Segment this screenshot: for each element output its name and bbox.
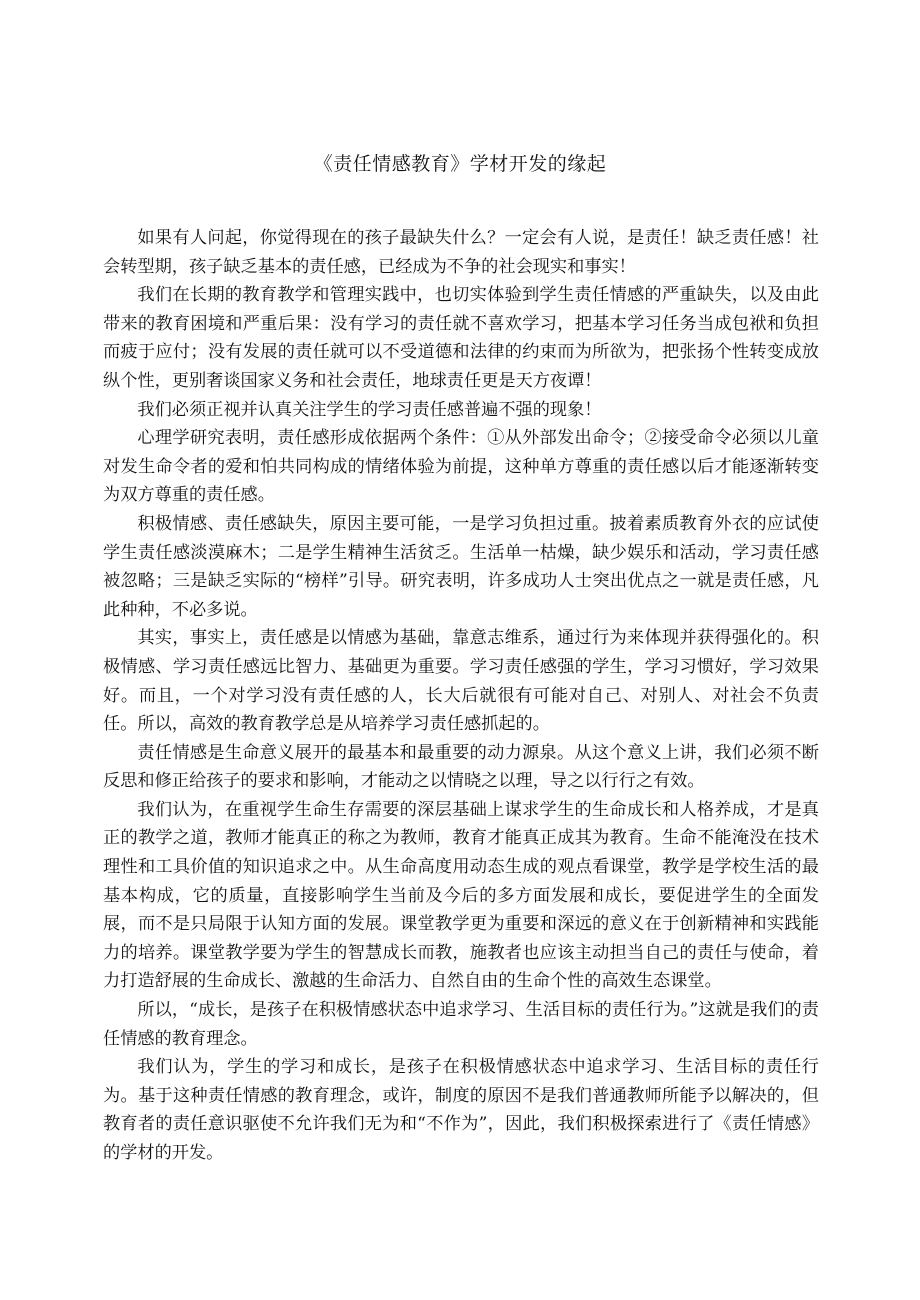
paragraph-2: 我们在长期的教育教学和管理实践中，也切实体验到学生责任情感的严重缺失，以及由此带来的教育困境和严重后果：没有学习的责任就不喜欢学习，把基本学习任务当成包袱和负担而疲于应付；没有发展的责任就可以不受道德和法律的约束而为所欲为，把张扬个性转变成放纵个性，更别奢谈国家义务和社会责任，地球责任更是天方夜谭！ bbox=[103, 285, 819, 391]
paragraph-4: 心理学研究表明，责任感形成依据两个条件：①从外部发出命令；②接受命令必须以儿童对发生命令者的爱和怕共同构成的情绪体验为前提，这种单方尊重的责任感以后才能逐渐转变为双方尊重的责任感。 bbox=[103, 428, 819, 506]
document-body bbox=[103, 224, 819, 1168]
paragraph-7: 责任情感是生命意义展开的最基本和最重要的动力源泉。从这个意义上讲，我们必须不断反思和修正给孩子的要求和影响，才能动之以情晓之以理，导之以行行之有效。 bbox=[103, 742, 819, 792]
paragraph-8: 我们认为，在重视学生命生存需要的深层基础上谋求学生的生命成长和人格养成，才是真正的教学之道，教师才能真正的称之为教师，教育才能真正成其为教育。生命不能淹没在技术理性和工具价值的知识追求之中。从生命高度用动态生成的观点看课堂，教学是学校生活的最基本构成，它的质量，直接影响学生当前及今后的多方面发展和成长，要促进学生的全面发展，而不是只局限于认知方面的发展。课堂教学更为重要和深远的意义在于创新精神和实践能力的培养。课堂教学要为学生的智慧成长而教，施教者也应该主动担当自己的责任与使命，着力打造舒展的生命成长、激越的生命活力、自然自由的生命个性的高效生态课堂。 bbox=[103, 799, 819, 992]
paragraph-6: 其实，事实上，责任感是以情感为基础，靠意志维系，通过行为来体现并获得强化的。积极情感、学习责任感远比智力、基础更为重要。学习责任感强的学生，学习习惯好，学习效果好。而且，一个对学习没有责任感的人，长大后就很有可能对自己、对别人、对社会不负责任。所以，高效的教育教学总是从培养学习责任感抓起的。 bbox=[103, 628, 819, 735]
paragraph-5: 积极情感、责任感缺失，原因主要可能，一是学习负担过重。披着素质教育外衣的应试使学生责任感淡漠麻木；二是学生精神生活贫乏。生活单一枯燥，缺少娱乐和活动，学习责任感被忽略；三是缺乏实际的“榜样”引导。研究表明，许多成功人士突出优点之一就是责任感，凡此种种，不必多说。 bbox=[103, 513, 819, 620]
paragraph-3: 我们必须正视并认真关注学生的学习责任感普遍不强的现象！ bbox=[137, 399, 602, 420]
document-title: 《责任情感教育》学材开发的缘起 bbox=[313, 153, 607, 175]
paragraph-9: 所以，“成长，是孩子在积极情感状态中追求学习、生活目标的责任行为。”这就是我们的责任情感的教育理念。 bbox=[103, 1000, 819, 1049]
paragraph-10: 我们认为，学生的学习和成长，是孩子在积极情感状态中追求学习、生活目标的责任行为。基于这种责任情感的教育理念，或许，制度的原因不是我们普通教师所能予以解决的，但教育者的责任意识驱使不允许我们无为和“不作为”，因此，我们积极探索进行了《责任情感》的学材的开发。 bbox=[103, 1057, 819, 1163]
paragraph-1: 如果有人问起，你觉得现在的孩子最缺失什么？一定会有人说，是责任！缺乏责任感！社会转型期，孩子缺乏基本的责任感，已经成为不争的社会现实和事实！ bbox=[103, 228, 819, 277]
